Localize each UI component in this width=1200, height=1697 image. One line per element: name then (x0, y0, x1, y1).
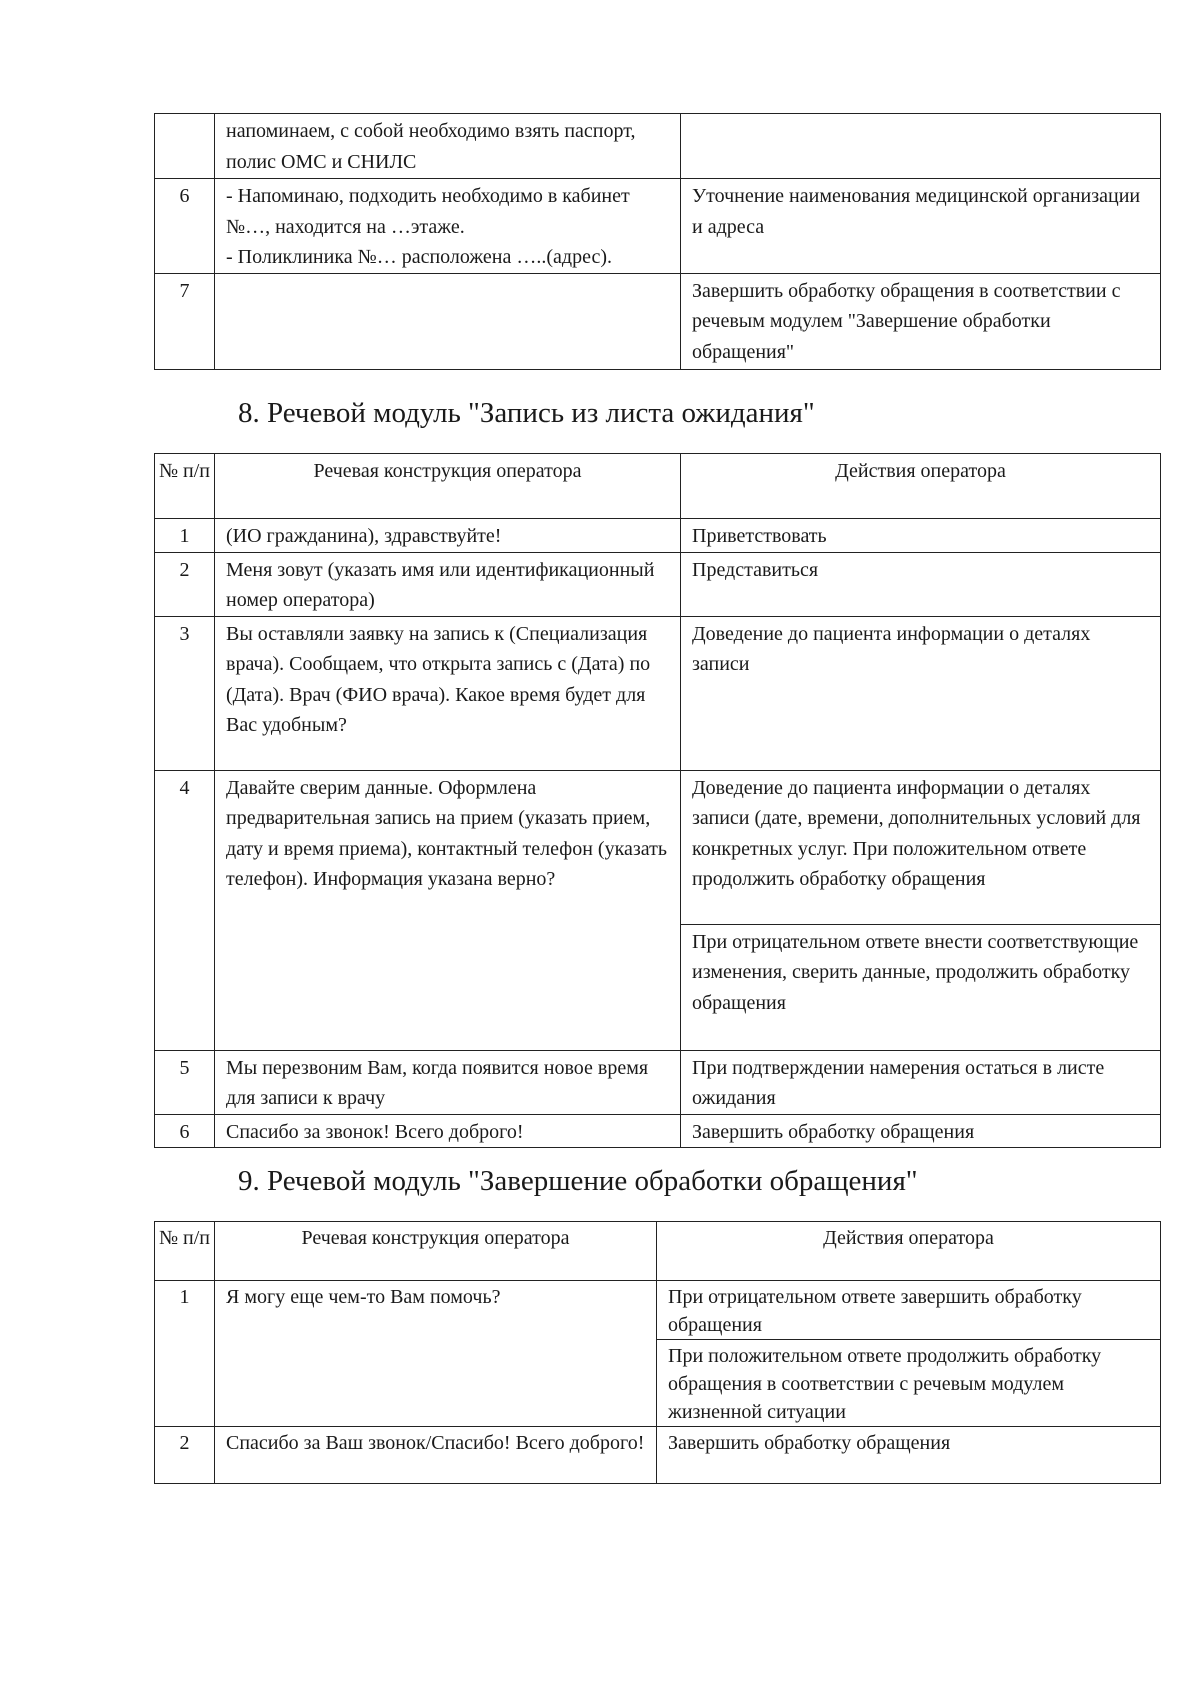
table-header-row (155, 454, 1161, 519)
module-8-table (154, 453, 1161, 1148)
speech-cell: Давайте сверим данные. Оформлена предварительная запись на прием (указать прием, дату и время приема), контактный телефон (указать телефон). Информация указана верно? (215, 770, 681, 1050)
speech-cell: Меня зовут (указать имя или идентификационный номер оператора) (215, 552, 681, 616)
section-title-module-8: 8. Речевой модуль "Запись из листа ожидания" (238, 397, 815, 429)
table-row (155, 616, 1161, 770)
action-cell: Уточнение наименования медицинской организации и адреса (681, 179, 1161, 274)
row-number: 5 (155, 1050, 215, 1114)
action-cell: При положительном ответе продолжить обработку обращения в соответствии с речевым модулем жизненной ситуации (657, 1340, 1161, 1427)
action-cell: Завершить обработку обращения (681, 1114, 1161, 1148)
speech-cell (215, 179, 681, 274)
module-9-table (154, 1221, 1161, 1484)
speech-cell (215, 273, 681, 369)
speech-line: - Напоминаю, подходить необходимо в кабинет №…, находится на …этаже. (226, 185, 630, 238)
table-row (155, 273, 1161, 369)
action-cell: Доведение до пациента информации о деталях записи (681, 616, 1161, 770)
table-row (155, 1427, 1161, 1484)
header-action: Действия оператора (681, 454, 1161, 519)
action-cell: Завершить обработку обращения (657, 1427, 1161, 1484)
action-cell: При отрицательном ответе завершить обработку обращения (657, 1281, 1161, 1340)
header-speech: Речевая конструкция оператора (215, 454, 681, 519)
row-number: 2 (155, 552, 215, 616)
row-number: 6 (155, 1114, 215, 1148)
speech-cell: напоминаем, с собой необходимо взять паспорт, полис ОМС и СНИЛС (215, 114, 681, 179)
continuation-table (154, 113, 1161, 370)
action-cell: Приветствовать (681, 519, 1161, 553)
speech-cell: Спасибо за звонок! Всего доброго! (215, 1114, 681, 1148)
row-number: 7 (155, 273, 215, 369)
action-cell: Завершить обработку обращения в соответствии с речевым модулем "Завершение обработки обращения" (681, 273, 1161, 369)
row-number: 1 (155, 519, 215, 553)
row-number: 3 (155, 616, 215, 770)
action-cell: При подтверждении намерения остаться в листе ожидания (681, 1050, 1161, 1114)
table-row (155, 1050, 1161, 1114)
speech-cell: Я могу еще чем-то Вам помочь? (215, 1281, 657, 1427)
speech-cell: (ИО гражданина), здравствуйте! (215, 519, 681, 553)
table-row (155, 552, 1161, 616)
row-number (155, 114, 215, 179)
header-speech: Речевая конструкция оператора (215, 1222, 657, 1281)
table-row (155, 519, 1161, 553)
speech-line: - Поликлиника №… расположена …..(адрес). (226, 246, 613, 268)
table-row (155, 770, 1161, 924)
action-cell: Представиться (681, 552, 1161, 616)
row-number: 6 (155, 179, 215, 274)
table-row (155, 1281, 1161, 1340)
header-action: Действия оператора (657, 1222, 1161, 1281)
action-cell: Доведение до пациента информации о деталях записи (дате, времени, дополнительных условий для конкретных услуг. При положительном ответе продолжить обработку обращения (681, 770, 1161, 924)
table-row (155, 1114, 1161, 1148)
speech-cell: Вы оставляли заявку на запись к (Специализация врача). Сообщаем, что открыта запись с (Дата) по (Дата). Врач (ФИО врача). Какое время будет для Вас удобным? (215, 616, 681, 770)
table-row (155, 114, 1161, 179)
header-number: № п/п (155, 454, 215, 519)
section-title-module-9: 9. Речевой модуль "Завершение обработки обращения" (238, 1165, 918, 1197)
row-number: 1 (155, 1281, 215, 1427)
action-cell (681, 114, 1161, 179)
row-number: 2 (155, 1427, 215, 1484)
table-header-row (155, 1222, 1161, 1281)
table-row (155, 179, 1161, 274)
speech-cell: Мы перезвоним Вам, когда появится новое время для записи к врачу (215, 1050, 681, 1114)
speech-cell: Спасибо за Ваш звонок/Спасибо! Всего доброго! (215, 1427, 657, 1484)
row-number: 4 (155, 770, 215, 1050)
header-number: № п/п (155, 1222, 215, 1281)
action-cell: При отрицательном ответе внести соответствующие изменения, сверить данные, продолжить обработку обращения (681, 924, 1161, 1050)
